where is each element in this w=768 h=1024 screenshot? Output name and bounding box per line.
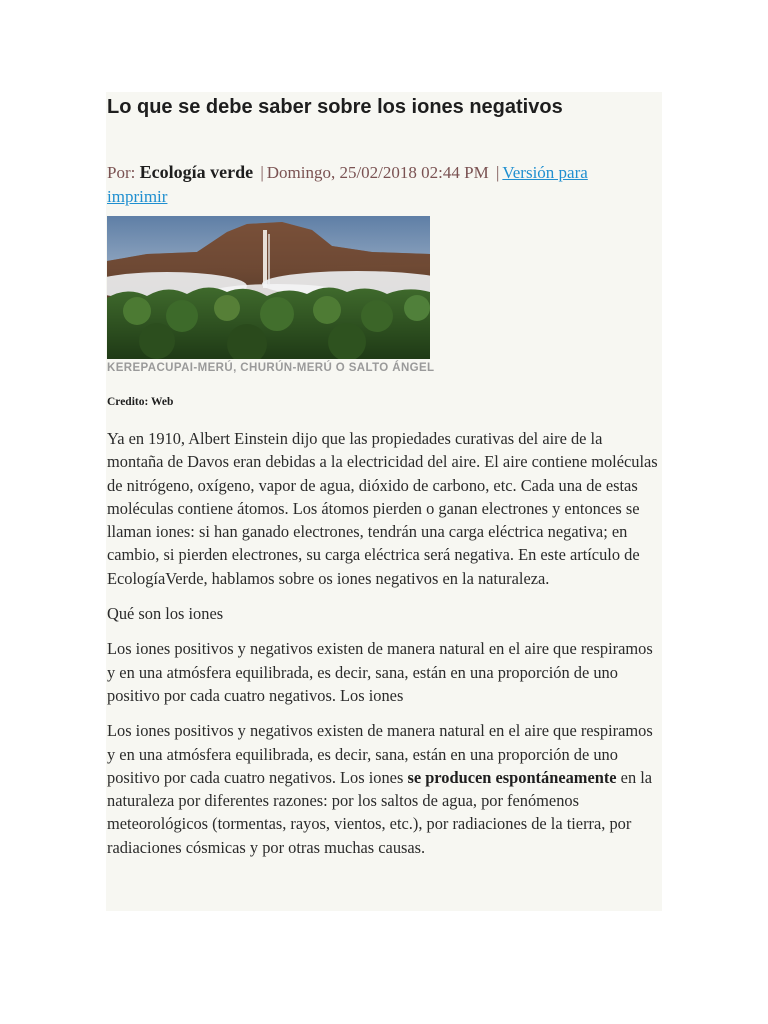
paragraph-text: en la naturaleza por diferentes razones: por los saltos de agua, por fenómenos meteorológicos (tormentas, rayos, vientos, etc.), por radiaciones de la tierra, por radiaciones cósmicas y por otras muchas causas. xyxy=(107,767,653,857)
article-page xyxy=(106,92,662,911)
author-name: Ecología verde xyxy=(139,162,254,182)
publish-date: Domingo, 25/02/2018 02:44 PM xyxy=(266,163,489,182)
byline xyxy=(107,160,647,209)
byline-prefix: Por: xyxy=(107,163,136,182)
byline-separator: | xyxy=(495,163,500,182)
paragraph-ions: Los iones positivos y negativos existen de manera natural en el aire que respiramos y en una atmósfera equilibrada, es decir, sana, están en una proporción de uno positivo por cada cuatro negativos. Los iones xyxy=(107,639,653,705)
paragraph-text: Los iones positivos y negativos existen de manera natural en el aire que respiramos y en una atmósfera equilibrada, es decir, sana, están en una proporción de uno positivo por cada cuatro negativos. Los iones xyxy=(107,721,653,787)
image-caption: KEREPACUPAI-MERÚ, CHURÚN-MERÚ O SALTO ÁNGEL xyxy=(107,362,435,374)
paragraph-ions-full xyxy=(107,719,659,859)
print-version-link[interactable]: Versión para imprimir xyxy=(107,163,588,206)
byline-separator: | xyxy=(260,163,264,182)
section-heading: Qué son los iones xyxy=(107,604,224,624)
article-body xyxy=(107,427,659,871)
article-title: Lo que se debe saber sobre los iones negativos xyxy=(107,96,563,118)
image-credit: Credito: Web xyxy=(107,396,174,408)
bold-phrase: se producen espontáneamente xyxy=(407,767,617,787)
waterfall-photo xyxy=(107,216,430,359)
paragraph-intro: Ya en 1910, Albert Einstein dijo que las propiedades curativas del aire de la montaña de Davos eran debidas a la electricidad del aire. El aire contiene moléculas de nitrógeno, oxígeno, vapor de agua, dióxido de carbono, etc. Cada una de estas moléculas contiene átomos. Los átomos pierden o ganan electrones y entonces se llaman iones: si han ganado electrones, tendrán una carga eléctrica negativa; en cambio, si pierden electrones, su carga eléctrica será negativa. En este artículo de EcologíaVerde, hablamos sobre os iones negativos en la naturaleza. xyxy=(107,429,658,588)
